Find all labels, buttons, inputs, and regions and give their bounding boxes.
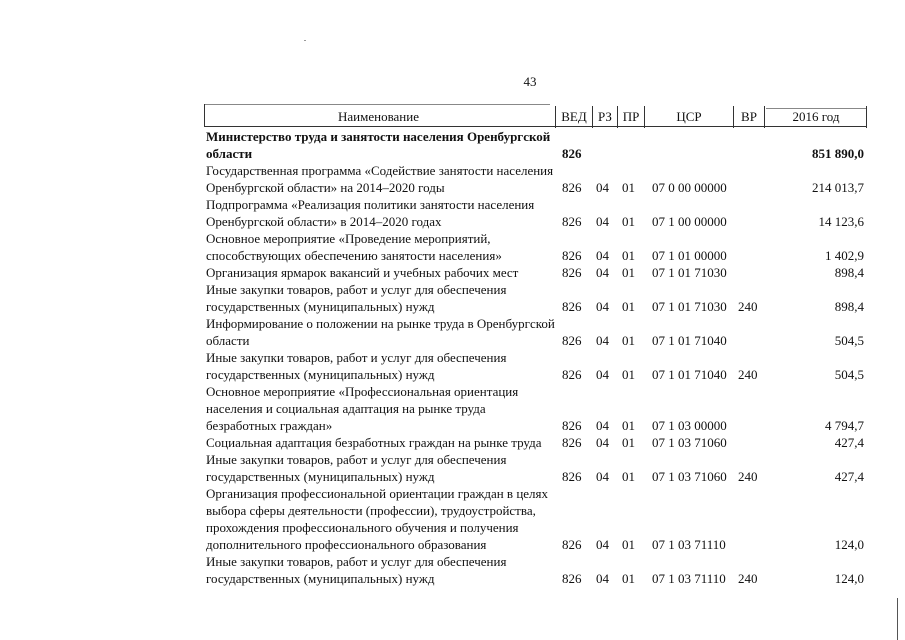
row-sum: 4 794,7 (825, 418, 864, 433)
header-name: Наименование (338, 109, 419, 124)
row-name-line: Министерство труда и занятости населения Оренбургской (206, 129, 551, 144)
row-name-line: Информирование о положении на рынке труда в Оренбургской (206, 316, 555, 331)
scan-speck (304, 40, 306, 41)
row-rz: 04 (596, 469, 609, 484)
row-csr: 07 1 01 71030 (652, 299, 727, 314)
row-ved: 826 (562, 435, 582, 450)
row-sum: 851 890,0 (812, 146, 864, 161)
row-csr: 07 1 03 71110 (652, 571, 726, 586)
row-name-line: государственных (муниципальных) нужд (206, 571, 435, 586)
header-ved: ВЕД (561, 109, 587, 124)
row-name-line: прохождения профессионального обучения и получения (206, 520, 519, 535)
header-sum: 2016 год (792, 109, 840, 124)
row-name-line: Основное мероприятие «Профессиональная ориентация (206, 384, 519, 399)
row-csr: 07 1 00 00000 (652, 214, 727, 229)
row-name-line: Оренбургской области» на 2014–2020 годы (206, 180, 445, 195)
header-left-rule (204, 104, 205, 126)
row-csr: 07 1 01 71030 (652, 265, 727, 280)
header-divider (764, 106, 765, 128)
row-csr: 07 1 03 00000 (652, 418, 727, 433)
row-ved: 826 (562, 469, 582, 484)
row-ved: 826 (562, 367, 582, 382)
row-name-line: способствующих обеспечению занятости населения» (206, 248, 502, 263)
row-name-line: государственных (муниципальных) нужд (206, 367, 435, 382)
row-pr: 01 (622, 571, 635, 586)
row-name-line: Иные закупки товаров, работ и услуг для обеспечения (206, 554, 507, 569)
row-ved: 826 (562, 248, 582, 263)
row-rz: 04 (596, 214, 609, 229)
row-name-line: Социальная адаптация безработных граждан на рынке труда (206, 435, 542, 450)
row-ved: 826 (562, 214, 582, 229)
row-sum: 214 013,7 (812, 180, 864, 195)
row-pr: 01 (622, 265, 635, 280)
row-pr: 01 (622, 418, 635, 433)
row-pr: 01 (622, 333, 635, 348)
row-rz: 04 (596, 367, 609, 382)
scan-edge-mark (897, 598, 898, 640)
row-name-line: безработных граждан» (206, 418, 333, 433)
row-pr: 01 (622, 469, 635, 484)
row-name-line: Оренбургской области» в 2014–2020 годах (206, 214, 442, 229)
row-csr: 07 1 03 71060 (652, 469, 727, 484)
row-rz: 04 (596, 333, 609, 348)
row-csr: 07 1 03 71110 (652, 537, 726, 552)
row-name-line: Организация ярмарок вакансий и учебных рабочих мест (206, 265, 519, 280)
row-name-line: Государственная программа «Содействие занятости населения (206, 163, 554, 178)
page-number: 43 (523, 74, 537, 89)
row-ved: 826 (562, 418, 582, 433)
row-sum: 898,4 (834, 299, 864, 314)
header-bottom-rule (204, 126, 867, 127)
row-pr: 01 (622, 435, 635, 450)
row-name-line: области (206, 146, 253, 161)
row-sum: 504,5 (834, 333, 864, 348)
row-pr: 01 (622, 367, 635, 382)
header-top-rule (204, 104, 550, 105)
row-rz: 04 (596, 180, 609, 195)
row-pr: 01 (622, 537, 635, 552)
row-vr: 240 (738, 299, 758, 314)
row-name-line: Основное мероприятие «Проведение мероприятий, (206, 231, 491, 246)
row-sum: 427,4 (834, 469, 864, 484)
row-sum: 1 402,9 (825, 248, 864, 263)
row-name-line: населения и социальная адаптация на рынке труда (206, 401, 486, 416)
row-sum: 504,5 (834, 367, 864, 382)
row-name-line: государственных (муниципальных) нужд (206, 469, 435, 484)
row-name-line: Иные закупки товаров, работ и услуг для обеспечения (206, 282, 507, 297)
row-sum: 898,4 (834, 265, 864, 280)
row-rz: 04 (596, 435, 609, 450)
row-ved: 826 (562, 265, 582, 280)
row-csr: 07 1 01 71040 (652, 333, 727, 348)
row-csr: 07 0 00 00000 (652, 180, 727, 195)
row-name-line: Организация профессиональной ориентации граждан в целях (206, 486, 549, 501)
row-ved: 826 (562, 571, 582, 586)
row-rz: 04 (596, 418, 609, 433)
row-ved: 826 (562, 333, 582, 348)
row-pr: 01 (622, 248, 635, 263)
row-name-line: государственных (муниципальных) нужд (206, 299, 435, 314)
row-name-line: Подпрограмма «Реализация политики занятости населения (206, 197, 535, 212)
row-ved: 826 (562, 537, 582, 552)
row-sum: 427,4 (834, 435, 864, 450)
row-vr: 240 (738, 367, 758, 382)
row-rz: 04 (596, 537, 609, 552)
row-name-line: Иные закупки товаров, работ и услуг для обеспечения (206, 452, 507, 467)
row-csr: 07 1 03 71060 (652, 435, 727, 450)
row-rz: 04 (596, 571, 609, 586)
row-rz: 04 (596, 248, 609, 263)
row-pr: 01 (622, 180, 635, 195)
row-sum: 14 123,6 (818, 214, 864, 229)
header-rz: РЗ (598, 109, 612, 124)
row-name-line: Иные закупки товаров, работ и услуг для обеспечения (206, 350, 507, 365)
header-csr: ЦСР (676, 109, 702, 124)
row-pr: 01 (622, 299, 635, 314)
row-vr: 240 (738, 571, 758, 586)
row-name-line: дополнительного профессионального образования (206, 537, 487, 552)
row-name-line: области (206, 333, 250, 348)
row-csr: 07 1 01 00000 (652, 248, 727, 263)
row-pr: 01 (622, 214, 635, 229)
row-rz: 04 (596, 265, 609, 280)
header-right-rule (866, 106, 867, 128)
row-vr: 240 (738, 469, 758, 484)
row-name-line: выбора сферы деятельности (профессии), трудоустройства, (206, 503, 536, 518)
row-ved: 826 (562, 299, 582, 314)
row-ved: 826 (562, 146, 582, 161)
row-ved: 826 (562, 180, 582, 195)
header-pr: ПР (622, 109, 640, 124)
row-rz: 04 (596, 299, 609, 314)
header-vr: ВР (741, 109, 757, 124)
row-sum: 124,0 (834, 537, 864, 552)
row-csr: 07 1 01 71040 (652, 367, 727, 382)
row-sum: 124,0 (834, 571, 864, 586)
